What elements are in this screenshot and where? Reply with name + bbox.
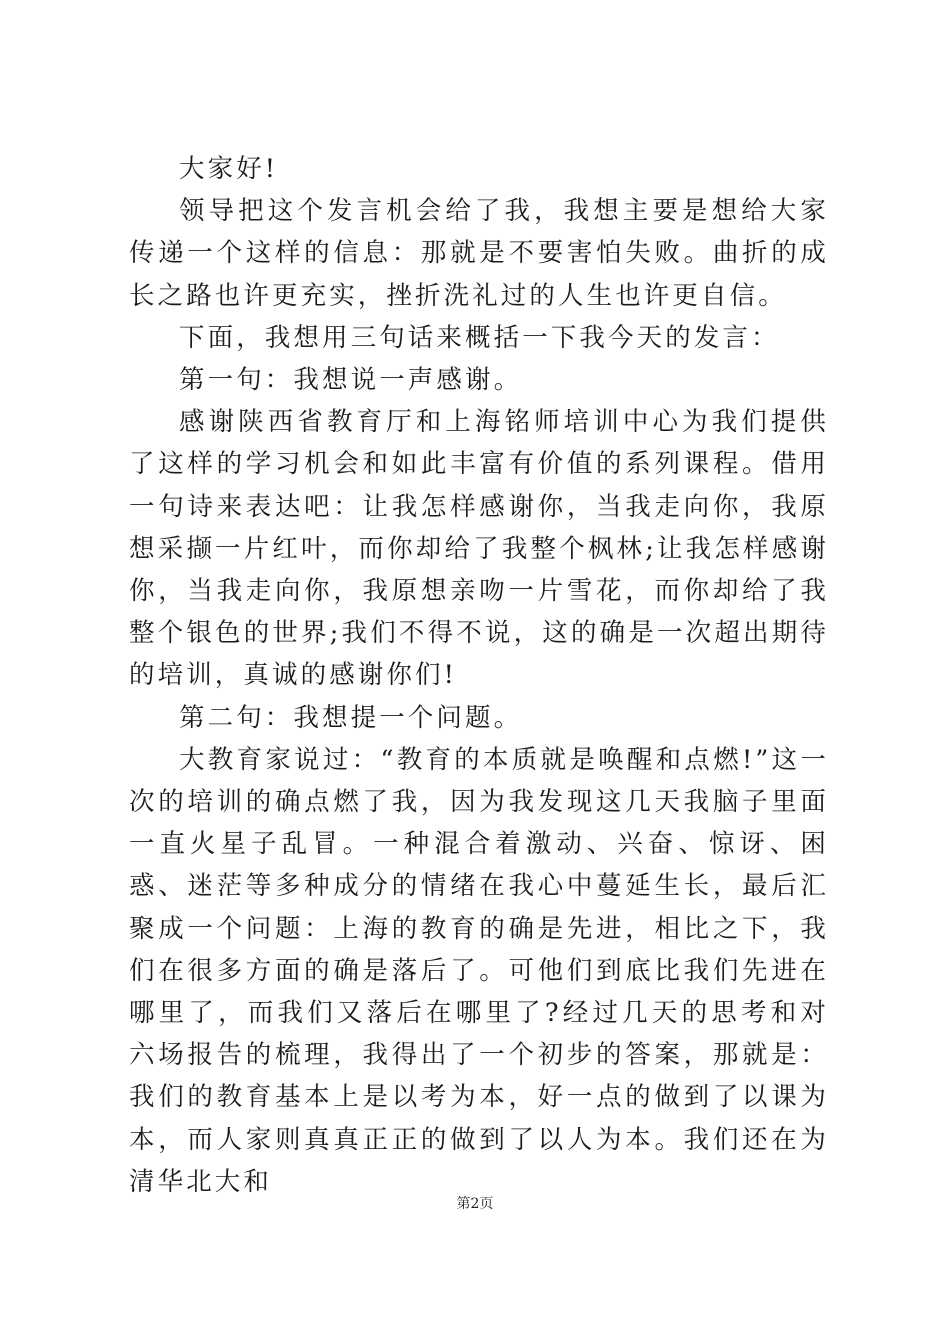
page-number: 第2页: [456, 1196, 494, 1212]
paragraph-intro: 领导把这个发言机会给了我，我想主要是想给大家传递一个这样的信息：那就是不要害怕失败。曲折的成长之路也许更充实，挫折洗礼过的人生也许更自信。: [129, 196, 829, 311]
paragraph-second-point-body: 大教育家说过：“教育的本质就是唤醒和点燃!”这一次的培训的确点燃了我，因为我发现这几天我脑子里面一直火星子乱冒。一种混合着激动、兴奋、惊讶、困惑、迷茫等多种成分的情绪在我心中蔓延生长，最后汇聚成一个问题：上海的教育的确是先进，相比之下，我们在很多方面的确是落后了。可他们到底比我们先进在哪里了，而我们又落后在哪里了?经过几天的思考和对六场报告的梳理，我得出了一个初步的答案，那就是：我们的教育基本上是以考为本，好一点的做到了以课为本，而人家则真真正正的做到了以人为本。我们还在为清华北大和: [129, 744, 829, 1197]
paragraph-first-point-heading: 第一句：我想说一声感谢。: [179, 365, 523, 396]
paragraph-outline: 下面，我想用三句话来概括一下我今天的发言：: [179, 322, 780, 353]
document-body: [129, 148, 829, 1203]
paragraph-greeting: 大家好!: [179, 154, 279, 184]
paragraph-first-point-body: 感谢陕西省教育厅和上海铭师培训中心为我们提供了这样的学习机会和如此丰富有价值的系列课程。借用一句诗来表达吧：让我怎样感谢你，当我走向你，我原想采撷一片红叶，而你却给了我整个枫林;让我怎样感谢你，当我走向你，我原想亲吻一片雪花，而你却给了我整个银色的世界;我们不得不说，这的确是一次超出期待的培训，真诚的感谢你们!: [129, 407, 829, 691]
paragraph-second-point-heading: 第二句：我想提一个问题。: [179, 702, 523, 733]
